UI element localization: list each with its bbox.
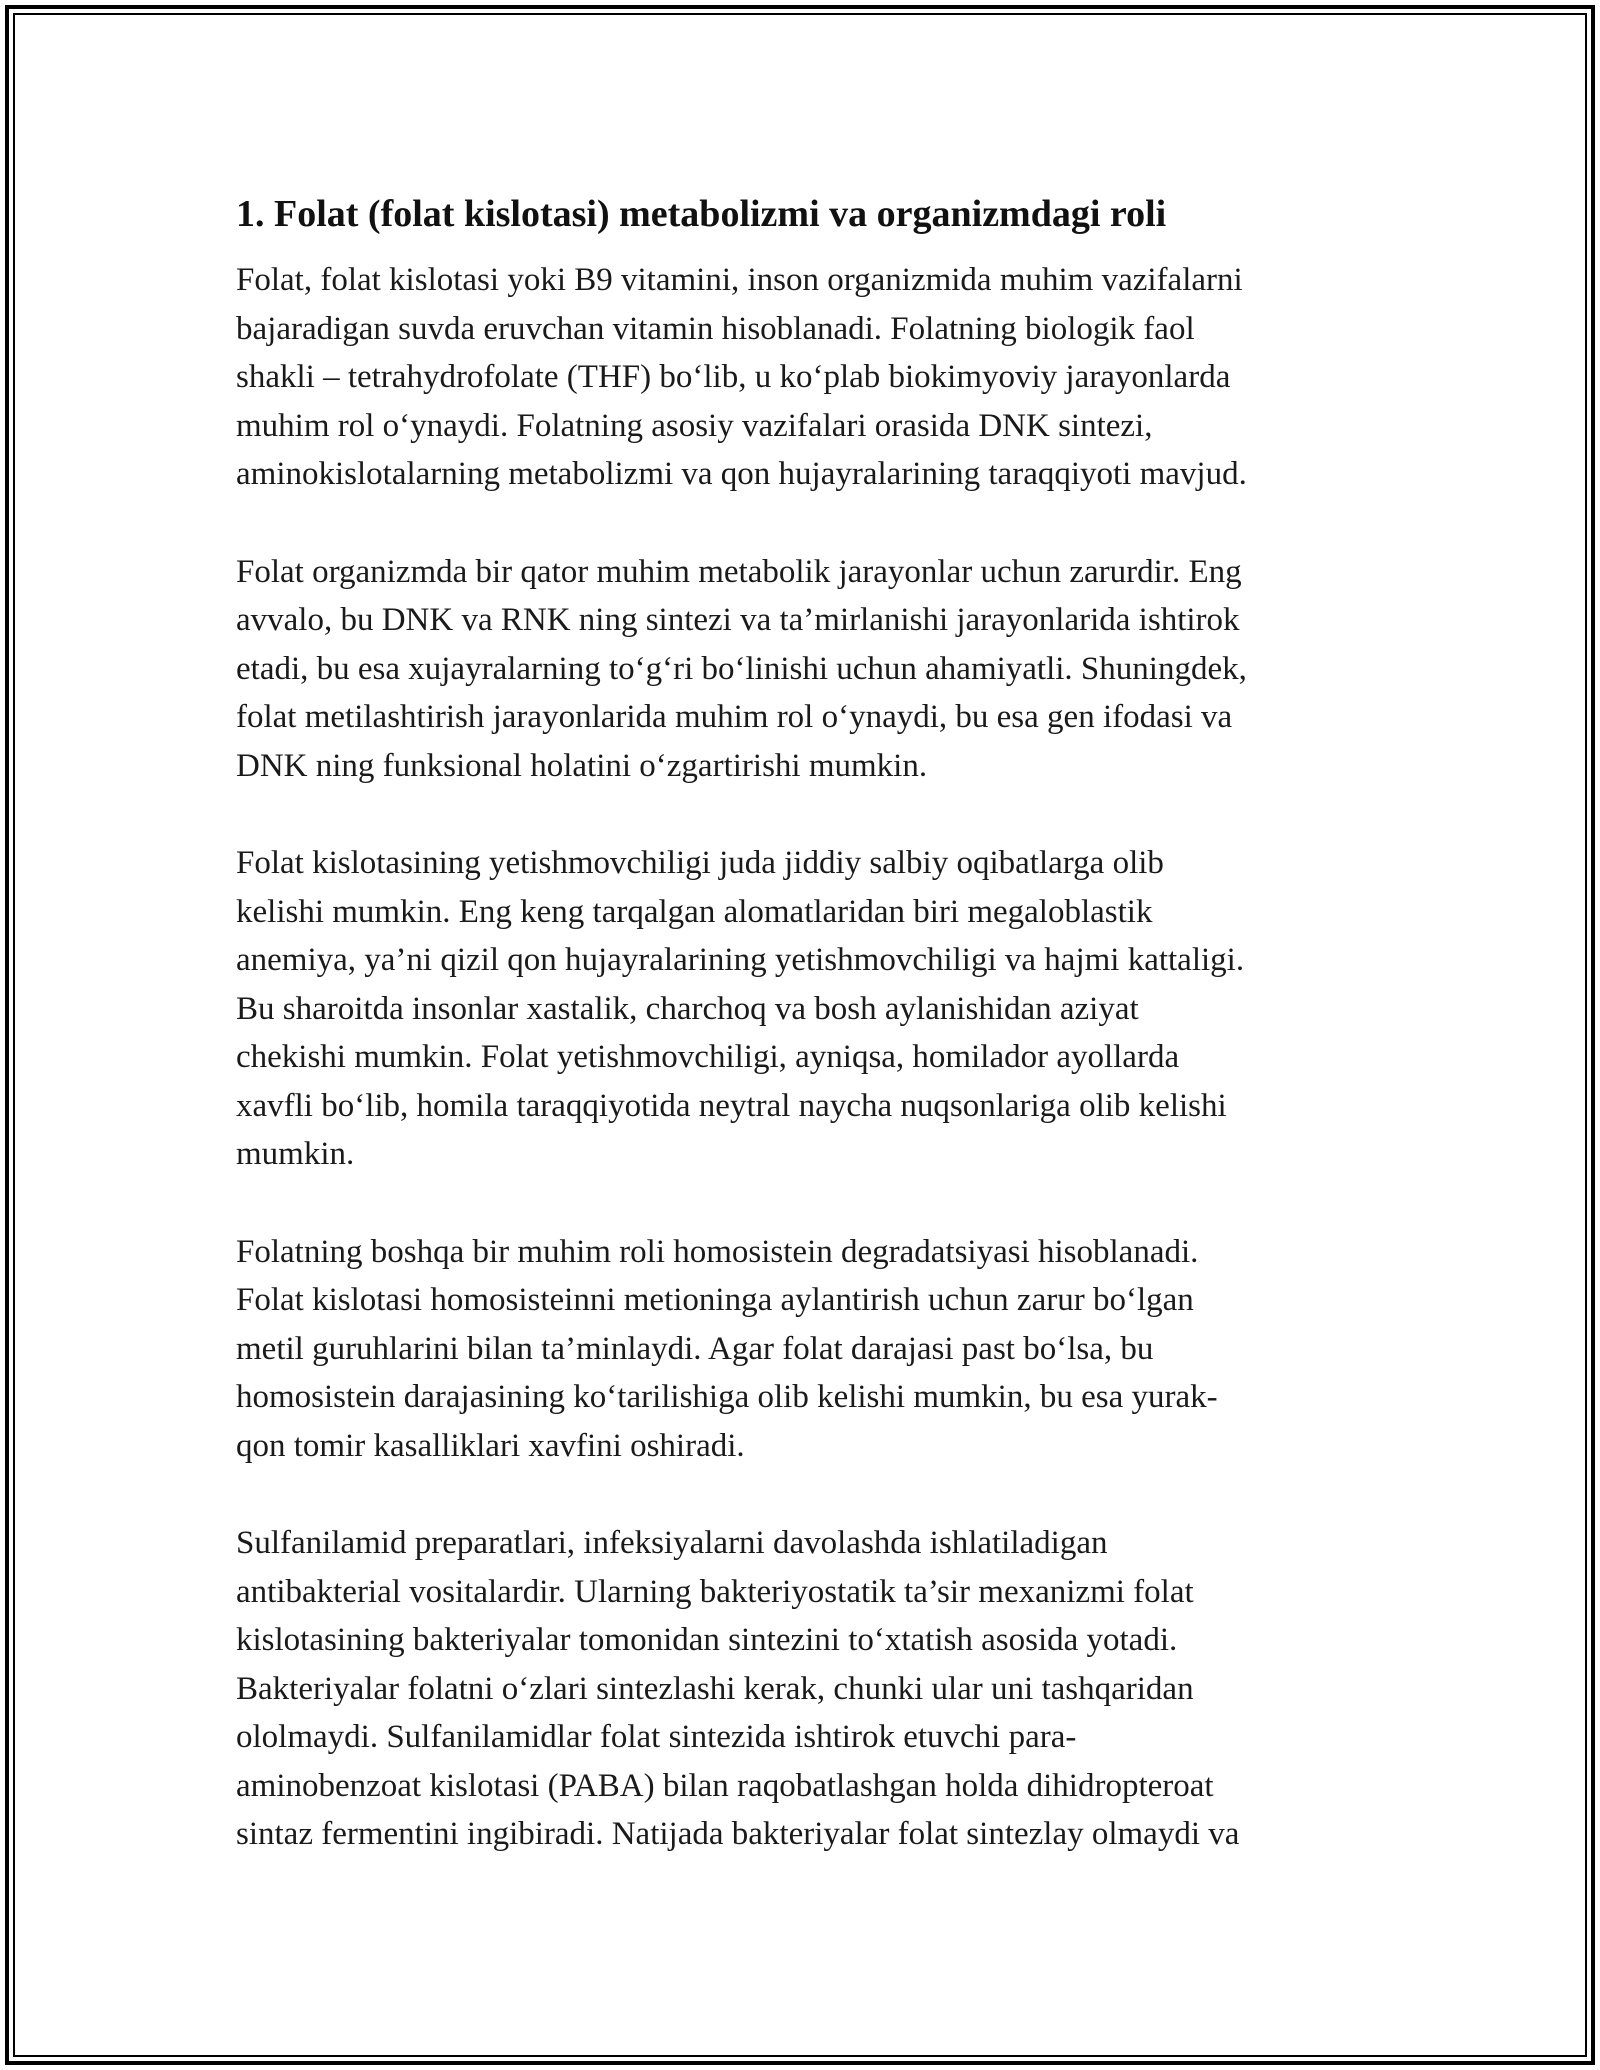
- text-line: Folat organizmda bir qator muhim metabolik jarayonlar uchun zarurdir. Eng: [236, 553, 1242, 590]
- text-line: Folat kislotasi homosisteinni metioninga aylantirish uchun zarur bo‘lgan: [236, 1282, 1194, 1318]
- text-line: qon tomir kasalliklari xavfini oshiradi.: [236, 1427, 745, 1464]
- text-line: etadi, bu esa xujayralarning to‘g‘ri bo‘linishi uchun ahamiyatli. Shuningdek,: [236, 650, 1247, 687]
- paragraph-homocysteine: [236, 1228, 1368, 1471]
- text-line: Folat, folat kislotasi yoki B9 vitamini, inson organizmida muhim vazifalarni: [236, 262, 1243, 298]
- paragraph-deficiency: [236, 839, 1368, 1179]
- document-body: [236, 188, 1368, 1908]
- text-line: avvalo, bu DNK va RNK ning sintezi va ta’mirlanishi jarayonlarida ishtirok: [236, 602, 1240, 638]
- text-line: xavfli bo‘lib, homila taraqqiyotida neytral naycha nuqsonlariga olib kelishi: [236, 1087, 1227, 1124]
- paragraph-metabolic-processes: [236, 548, 1368, 791]
- text-line: mumkin.: [236, 1136, 355, 1172]
- text-line: bajaradigan suvda eruvchan vitamin hisoblanadi. Folatning biologik faol: [236, 310, 1195, 347]
- section-heading: 1. Folat (folat kislotasi) metabolizmi va organizmdagi roli: [236, 193, 1167, 235]
- text-line: chekishi mumkin. Folat yetishmovchiligi, ayniqsa, homilador ayollarda: [236, 1039, 1180, 1075]
- text-line: muhim rol o‘ynaydi. Folatning asosiy vazifalari orasida DNK sintezi,: [236, 407, 1153, 444]
- text-line: folat metilashtirish jarayonlarida muhim rol o‘ynaydi, bu esa gen ifodasi va: [236, 699, 1233, 735]
- text-line: anemiya, ya’ni qizil qon hujayralarining yetishmovchiligi va hajmi kattaligi.: [236, 942, 1245, 978]
- text-line: aminobenzoat kislotasi (PABA) bilan raqobatlashgan holda dihidropteroat: [236, 1767, 1214, 1804]
- text-line: ololmaydi. Sulfanilamidlar folat sintezida ishtirok etuvchi para-: [236, 1719, 1077, 1755]
- text-line: Sulfanilamid preparatlari, infeksiyalarni davolashda ishlatiladigan: [236, 1525, 1108, 1561]
- text-line: sintaz fermentini ingibiradi. Natijada bakteriyalar folat sintezlay olmaydi va: [236, 1816, 1240, 1852]
- text-line: aminokislotalarning metabolizmi va qon hujayralarining taraqqiyoti mavjud.: [236, 456, 1247, 492]
- text-line: kelishi mumkin. Eng keng tarqalgan alomatlaridan biri megaloblastik: [236, 893, 1153, 930]
- text-line: Bakteriyalar folatni o‘zlari sintezlashi kerak, chunki ular uni tashqaridan: [236, 1670, 1194, 1707]
- text-line: metil guruhlarini bilan ta’minlaydi. Agar folat darajasi past bo‘lsa, bu: [236, 1330, 1154, 1367]
- text-line: DNK ning funksional holatini o‘zgartirishi mumkin.: [236, 747, 928, 784]
- text-line: antibakterial vositalardir. Ularning bakteriyostatik ta’sir mexanizmi folat: [236, 1573, 1194, 1610]
- paragraph-folate-intro: [236, 256, 1368, 499]
- text-line: kislotasining bakteriyalar tomonidan sintezini to‘xtatish asosida yotadi.: [236, 1622, 1178, 1658]
- paragraph-sulfonamides: [236, 1519, 1368, 1859]
- text-line: homosistein darajasining ko‘tarilishiga olib kelishi mumkin, bu esa yurak-: [236, 1379, 1218, 1415]
- text-line: Bu sharoitda insonlar xastalik, charchoq va bosh aylanishidan aziyat: [236, 990, 1139, 1027]
- text-line: Folatning boshqa bir muhim roli homosistein degradatsiyasi hisoblanadi.: [236, 1233, 1199, 1270]
- text-line: shakli – tetrahydrofolate (THF) bo‘lib, u ko‘plab biokimyoviy jarayonlarda: [236, 359, 1231, 395]
- text-line: Folat kislotasining yetishmovchiligi juda jiddiy salbiy oqibatlarga olib: [236, 845, 1164, 881]
